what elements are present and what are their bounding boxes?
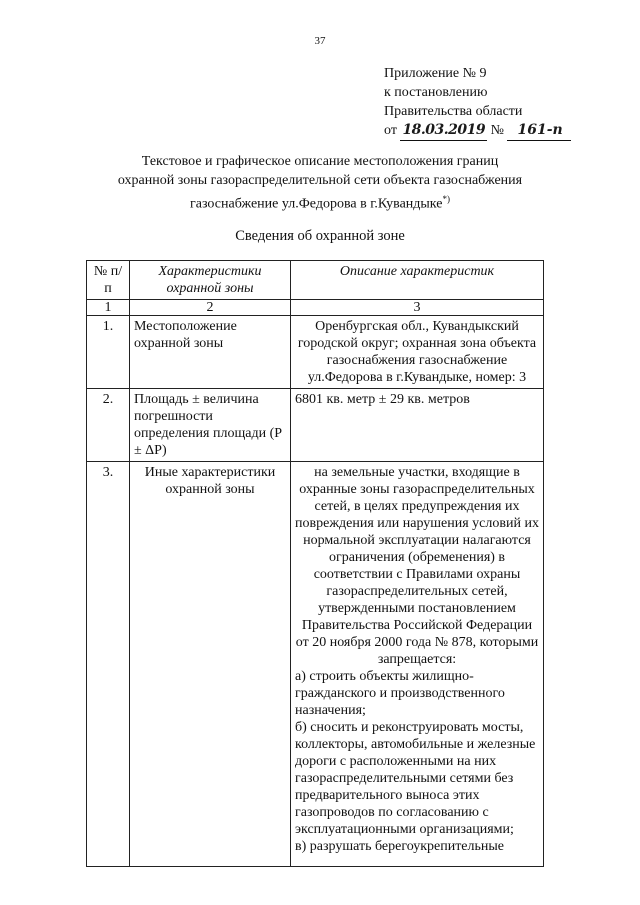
row-characteristic: Иные характеристики охранной зоны	[130, 462, 291, 867]
appendix-date-line	[384, 121, 571, 141]
description-item-b: б) сносить и реконструировать мосты, коллекторы, автомобильные и железные дороги с расположенными на них газораспределительными сетями без предварительного выноса этих газопроводов по согласованию с эксплуатационными организациями;	[295, 720, 536, 837]
description-paragraph: на земельные участки, входящие в охранные зоны газораспределительных сетей, в целях предупреждения их повреждения или нарушения условий их нормальной эксплуатации налагаются ограничения (обременения) в соответствии с Правилами охраны газораспределительных сетей, утвержденными постановлением Правительства Российской Федерации от 20 ноября 2000 года № 878, которыми запрещается:	[295, 465, 539, 667]
row-characteristic: Местоположение охранной зоны	[130, 316, 291, 389]
column-number: 2	[130, 300, 291, 316]
column-number: 1	[87, 300, 130, 316]
appendix-line-3: Правительства области	[384, 104, 523, 119]
handwritten-number: 161-п	[507, 121, 570, 141]
row-number: 1.	[87, 316, 130, 389]
header-number: № п/п	[87, 261, 130, 300]
row-description: 6801 кв. метр ± 29 кв. метров	[291, 389, 544, 462]
appendix-block	[384, 64, 571, 141]
table-row	[87, 462, 544, 867]
appendix-line-2: к постановлению	[384, 85, 488, 100]
date-prefix: от	[384, 123, 397, 138]
column-number: 3	[291, 300, 544, 316]
section-subtitle: Сведения об охранной зоне	[235, 228, 405, 244]
title-line-3	[80, 190, 560, 214]
title-line-1: Текстовое и графическое описание местоположения границ	[141, 154, 499, 169]
column-numbering-row	[87, 300, 544, 316]
document-title	[80, 152, 560, 214]
number-prefix: №	[490, 123, 504, 138]
row-description	[291, 462, 544, 867]
footnote-mark: *)	[442, 194, 450, 204]
handwritten-date: 18.03.2019	[400, 121, 487, 141]
appendix-line-1: Приложение № 9	[384, 66, 487, 81]
row-number: 2.	[87, 389, 130, 462]
description-item-a: а) строить объекты жилищно-гражданского и производственного назначения;	[295, 669, 505, 718]
table-row	[87, 389, 544, 462]
row-number: 3.	[87, 462, 130, 867]
page-number: 37	[314, 35, 326, 47]
description-item-c: в) разрушать берегоукрепительные	[295, 839, 505, 854]
header-characteristic: Характеристики охранной зоны	[130, 261, 291, 300]
row-description: Оренбургская обл., Кувандыкский городской округ; охранная зона объекта газоснабжения газоснабжение ул.Федорова в г.Кувандыке, номер: 3	[291, 316, 544, 389]
title-line-2: охранной зоны газораспределительной сети объекта газоснабжения	[117, 173, 523, 188]
header-description: Описание характеристик	[291, 261, 544, 300]
zone-info-table	[86, 260, 544, 867]
title-line-3-text: газоснабжение ул.Федорова в г.Кувандыке	[190, 196, 443, 212]
table-header-row	[87, 261, 544, 300]
table-row	[87, 316, 544, 389]
row-characteristic: Площадь ± величина погрешности определения площади (P ± ΔP)	[130, 389, 291, 462]
